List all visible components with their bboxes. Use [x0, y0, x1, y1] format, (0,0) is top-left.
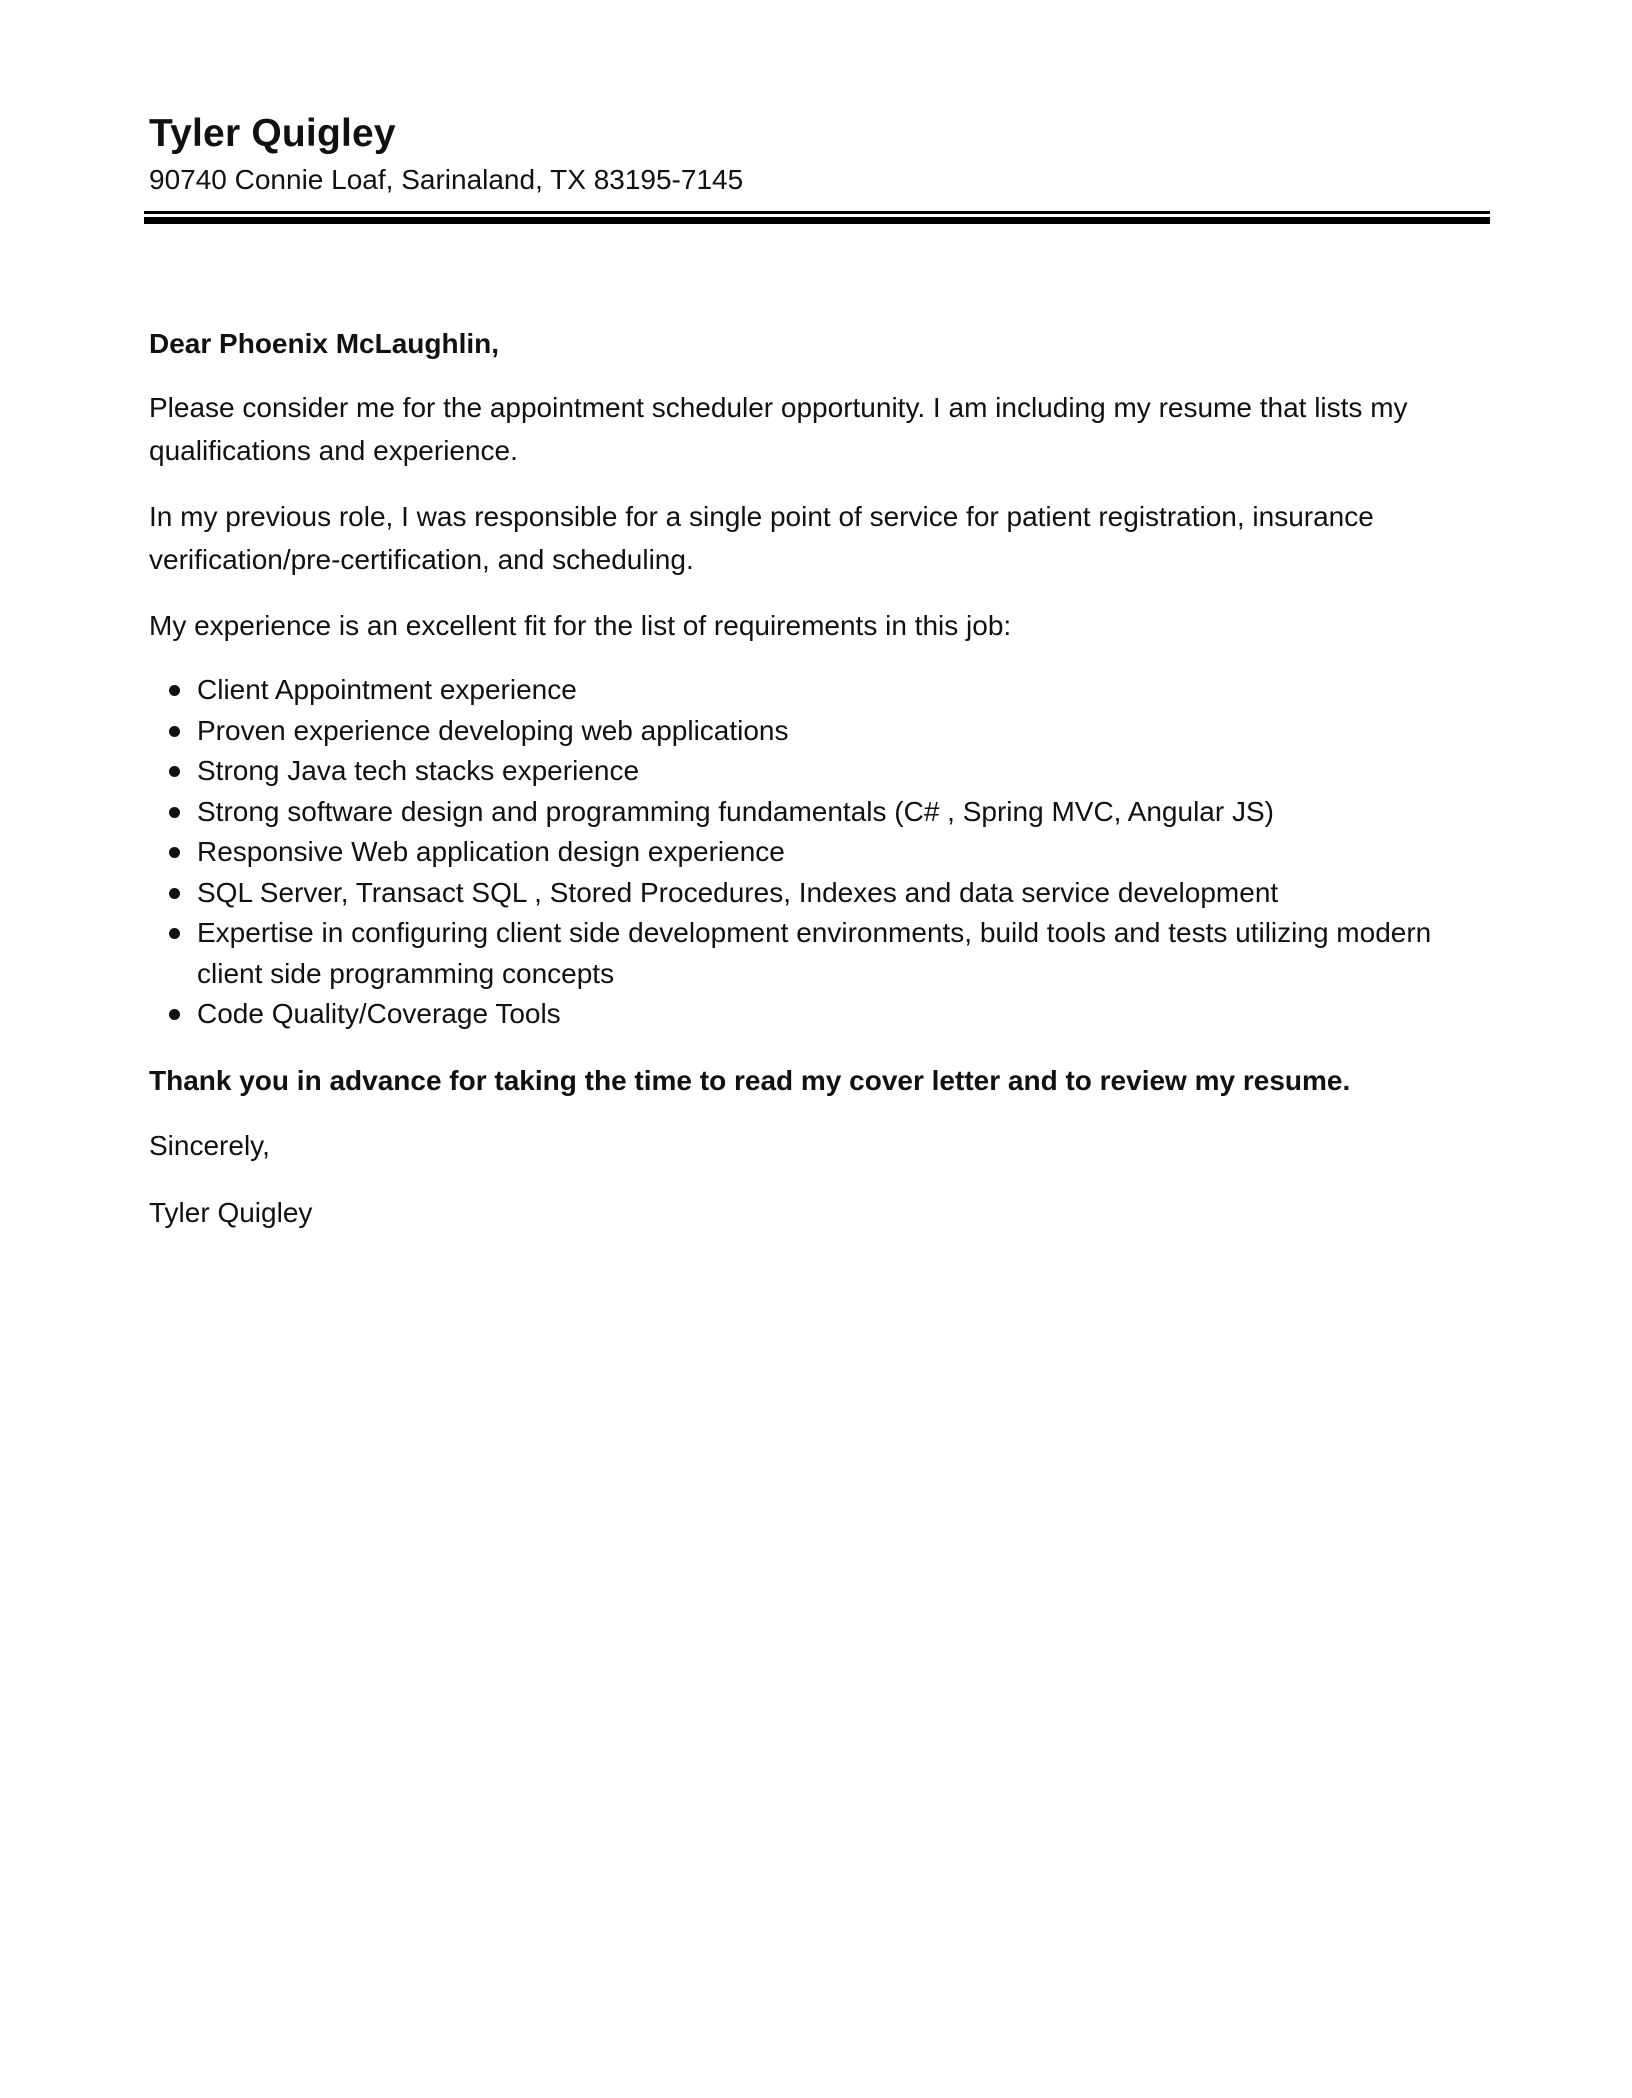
header-divider [144, 211, 1490, 223]
list-item-text: SQL Server, Transact SQL , Stored Procedures, Indexes and data service development [197, 876, 1279, 908]
list-item [197, 711, 1479, 752]
list-item [197, 751, 1479, 792]
divider-thick-line [144, 217, 1490, 224]
list-item [197, 994, 1479, 1035]
experience-paragraph: In my previous role, I was responsible for a single point of service for patient registration, insurance verification/pre-certification, and scheduling. [149, 501, 1374, 575]
signoff: Sincerely, [149, 1129, 270, 1161]
bullet-icon [169, 888, 180, 899]
list-item-text: Strong Java tech stacks experience [197, 755, 640, 786]
list-item-text: Client Appointment experience [197, 674, 577, 705]
intro-paragraph: Please consider me for the appointment scheduler opportunity. I am including my resume that lists my qualifications and experience. [149, 392, 1408, 466]
list-item-text: Proven experience developing web applications [197, 714, 789, 746]
letter-header [149, 108, 1489, 200]
signature: Tyler Quigley [149, 1196, 313, 1228]
closing-statement: Thank you in advance for taking the time to read my cover letter and to review my resume. [149, 1064, 1351, 1096]
bullet-icon [169, 766, 180, 777]
bullet-icon [169, 1009, 180, 1020]
requirements-list [149, 670, 1479, 1035]
salutation: Dear Phoenix McLaughlin, [149, 328, 500, 359]
list-item [197, 792, 1479, 833]
sender-address: 90740 Connie Loaf, Sarinaland, TX 83195-7145 [149, 164, 744, 195]
list-item [197, 873, 1479, 914]
list-item-text: Strong software design and programming fundamentals (C# , Spring MVC, Angular JS) [197, 795, 1274, 827]
list-item [197, 832, 1479, 873]
bullet-icon [169, 928, 180, 939]
requirements-intro: My experience is an excellent fit for the list of requirements in this job: [149, 610, 1012, 641]
list-item [197, 670, 1479, 711]
bullet-icon [169, 726, 180, 737]
letter-body [149, 322, 1479, 1258]
bullet-icon [169, 685, 180, 696]
sender-name: Tyler Quigley [149, 112, 396, 155]
list-item-text: Code Quality/Coverage Tools [197, 998, 561, 1029]
list-item [197, 913, 1479, 994]
list-item-text: Expertise in configuring client side development environments, build tools and tests utilizing modern client side programming concepts [197, 917, 1432, 989]
bullet-icon [169, 847, 180, 858]
bullet-icon [169, 807, 180, 818]
divider-thin-line [144, 211, 1490, 214]
list-item-text: Responsive Web application design experience [197, 836, 785, 867]
